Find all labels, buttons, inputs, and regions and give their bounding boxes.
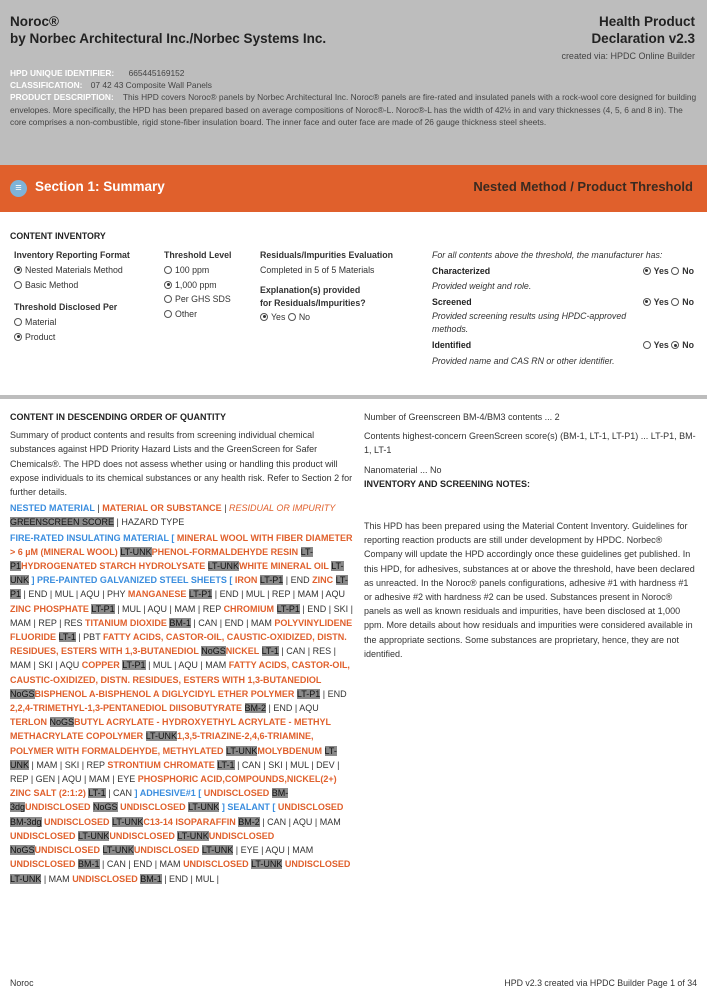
irf-label: Inventory Reporting Format	[14, 250, 130, 260]
tl-label: Threshold Level	[164, 250, 232, 260]
radio-icon	[260, 313, 268, 321]
scr-note-2: methods.	[432, 324, 469, 335]
greenscreen-score: LT-UNK	[102, 845, 134, 856]
radio-basic[interactable]	[14, 278, 164, 293]
manufacturer-name: by Norbec Architectural Inc./Norbec Systems Inc.	[10, 31, 327, 46]
id-label: Identified	[432, 340, 472, 351]
product-title	[10, 13, 326, 47]
section-title: Section 1: Summary	[35, 179, 165, 194]
characterized-row	[432, 264, 694, 280]
hazard-types: | PBT	[75, 632, 104, 643]
greenscreen-score: LT-1	[261, 646, 279, 657]
tdp-label: Threshold Disclosed Per	[14, 302, 118, 313]
substance-name: HYDROGENATED STARCH HYDROLYSATE	[21, 561, 208, 572]
greenscreen-score: LT-P1	[122, 660, 146, 671]
greenscreen-score: BM-2	[238, 816, 260, 827]
greenscreen-score: LT-1	[217, 759, 235, 770]
substance-name: UNDISCLOSED	[117, 802, 189, 813]
footer-left: Noroc	[10, 978, 34, 988]
rie-label: Residuals/Impurities Evaluation	[260, 250, 393, 260]
greenscreen-score: LT-P1	[276, 603, 300, 614]
substance-name: ZINC	[312, 575, 336, 586]
radio-label: 1,000 ppm	[175, 279, 217, 290]
radio-label: No	[298, 311, 311, 322]
legend-hazard: | HAZARD TYPE	[114, 517, 185, 528]
radio-icon[interactable]	[671, 341, 679, 349]
list-icon: ≡	[10, 180, 27, 197]
section-bar	[0, 165, 707, 212]
rie-value: Completed in 5 of 5 Materials	[260, 264, 375, 275]
radio-1000ppm[interactable]	[164, 278, 259, 293]
id-note: Provided name and CAS RN or other identifier.	[432, 355, 615, 366]
substance-name: UNDISCLOSED	[10, 830, 79, 841]
id-radios	[643, 338, 694, 354]
substance-name: IRON	[234, 575, 260, 586]
greenscreen-score: LT-UNK	[145, 731, 178, 742]
hazard-types: | END | AQU	[266, 703, 319, 714]
hazard-types: | END | MUL | AQU | PHY	[21, 589, 128, 600]
substance-name: STRONTIUM CHROMATE	[107, 759, 218, 770]
radio-icon	[164, 266, 172, 274]
substance-name: UNDISCLOSED	[208, 830, 275, 841]
hazard-types: | CAN | END | MAM	[190, 617, 275, 628]
greenscreen-score: BM-1	[78, 859, 100, 870]
content-column	[10, 410, 355, 886]
radio-label: No	[682, 340, 694, 351]
radio-label: Yes	[653, 265, 669, 276]
doc-title-line-1: Health Product	[598, 14, 695, 29]
substance-name: UNDISCLOSED	[109, 830, 178, 841]
created-via: created via: HPDC Online Builder	[561, 51, 695, 61]
legend-nested: NESTED MATERIAL	[10, 503, 95, 514]
notes-title: INVENTORY AND SCREENING NOTES:	[364, 478, 531, 489]
hazard-types: | MUL | AQU | MAM	[145, 660, 229, 671]
nested-material: ] PRE-PAINTED GALVANIZED STEEL SHEETS [	[29, 575, 235, 586]
greenscreen-score: LT-UNK	[188, 802, 220, 813]
page-footer	[10, 978, 697, 988]
highest-concern: Contents highest-concern GreenScreen score(s) (BM-1, LT-1, LT-P1) ... LT-P1, BM-1, LT-1	[364, 431, 696, 456]
class-label: CLASSIFICATION:	[10, 80, 83, 91]
content-list	[10, 531, 355, 886]
legend-material: MATERIAL OR SUBSTANCE	[102, 503, 222, 514]
greenscreen-score: LT-UNK	[201, 845, 234, 856]
hazard-types: | MUL | AQU | MAM | REP	[114, 603, 224, 614]
radio-product[interactable]	[14, 330, 164, 345]
substance-name: CHROMIUM	[223, 603, 277, 614]
hazard-types: | MAM | SKI | REP	[29, 759, 108, 770]
explanation-radios	[260, 310, 425, 325]
greenscreen-score: BM-1	[169, 617, 191, 628]
section-method: Nested Method / Product Threshold	[473, 179, 693, 194]
greenscreen-score: LT-UNK	[251, 859, 283, 870]
scr-radios	[643, 295, 694, 311]
exp-line-2: for Residuals/Impurities?	[260, 297, 366, 308]
substance-name: POLYVINYLIDENE FLUORIDE	[10, 617, 353, 643]
substance-name: MOLYBDENUM	[257, 745, 325, 756]
product-name: Noroc®	[10, 14, 59, 29]
radio-icon	[288, 313, 296, 321]
greenscreen-score: LT-UNK	[226, 745, 258, 756]
substance-name: UNDISCLOSED	[183, 859, 252, 870]
substance-name: WHITE MINERAL OIL	[239, 561, 332, 572]
manufacturer-status-group	[432, 248, 694, 370]
greenscreen-score: LT-UNK	[78, 830, 110, 841]
substance-name: MANGANESE	[127, 589, 189, 600]
substance-name: ZINC PHOSPHATE	[10, 603, 92, 614]
hazard-types: | END	[320, 688, 347, 699]
scr-label: Screened	[432, 296, 472, 307]
substance-name: FATTY ACIDS, CASTOR-OIL, CAUSTIC-OXIDIZED, DISTN. RESIDUES, ESTERS WITH 1,3-BUTANEDIOL	[10, 660, 350, 685]
substance-name: UNDISCLOSED	[10, 859, 79, 870]
reporting-format-group	[14, 248, 164, 345]
greenscreen-score: LT-UNK	[10, 561, 344, 586]
substance-name: COPPER	[81, 660, 123, 671]
desc-value: This HPD covers Noroc® panels by Norbec Architectural Inc. Noroc® panels are fire-rated and insulated panels with a rock-wool core designed for building envelopes. More specifically, the HPD has been prepared based on average compositions of Noroc®-L. Noroc®-L has the width of 42½ in and vary thicknesses (4, 5, 6 and 8 in). The core comprises a non-combustible, rigid stone-fiber insulation board. The inner face and outer face are made of 26 gauge thickness steel sheets.	[10, 92, 697, 127]
legend-sep: |	[94, 503, 103, 514]
identified-row	[432, 338, 694, 354]
hazard-types: | END	[283, 575, 313, 586]
greenscreen-score: NoGS	[93, 802, 118, 813]
residuals-group	[260, 248, 425, 324]
radio-label: No	[682, 265, 694, 276]
greenscreen-score: LT-P1	[296, 688, 321, 699]
greenscreen-score: LT-P1	[259, 575, 284, 586]
greenscreen-score: BM-2	[244, 703, 267, 714]
greenscreen-score: BM-3dg	[10, 816, 42, 827]
content-inventory-title: CONTENT INVENTORY	[10, 231, 106, 241]
greenscreen-score: LT-1	[58, 632, 76, 643]
greenscreen-score: BM-1	[140, 873, 162, 884]
greenscreen-score: LT-UNK	[10, 873, 42, 884]
radio-icon[interactable]	[643, 341, 651, 349]
uid-row	[10, 67, 700, 79]
scr-note-1: Provided screening results using HPDC-approved	[432, 311, 627, 322]
greenscreen-score: BM-3dg	[10, 788, 289, 813]
radio-label: Nested Materials Method	[25, 264, 123, 275]
radio-icon	[164, 281, 172, 289]
radio-icon	[14, 333, 22, 341]
radio-icon	[164, 310, 172, 318]
radio-nested[interactable]	[14, 263, 164, 278]
content-summary: Summary of product contents and results from screening individual chemical substances against HPD Priority Hazard Lists and the GreenScreen for Safer Chemicals®. The HPD does not assess whether using or handling this product will expose individuals to its chemical substances or any health risk. Refer to Section 2 for further details.	[10, 430, 353, 498]
greenscreen-score: NoGS	[49, 717, 75, 728]
radio-other[interactable]	[164, 307, 259, 322]
greenscreen-score: LT-P1	[10, 546, 313, 572]
greenscreen-score: NoGS	[201, 646, 226, 657]
substance-name: UNDISCLOSED	[203, 788, 272, 799]
substance-name: PHOSPHORIC ACID,COMPOUNDS,NICKEL(2+) ZINC SALT (2:1:2)	[10, 774, 337, 799]
hazard-types: | END | MUL |	[161, 873, 219, 884]
greenscreen-score: NoGS	[10, 688, 35, 699]
substance-name: 1,3,5-TRIAZINE-2,4,6-TRIAMINE, POLYMER WITH FORMALDEHYDE, METHYLATED	[10, 731, 314, 756]
content-title: CONTENT IN DESCENDING ORDER OF QUANTITY	[10, 412, 227, 422]
radio-label: Product	[25, 331, 56, 342]
char-radios	[643, 264, 694, 280]
footer-right: HPD v2.3 created via HPDC Builder Page 1 of 34	[504, 978, 697, 988]
radio-label: Yes	[271, 311, 286, 322]
substance-name: C13-14 ISOPARAFFIN	[143, 816, 239, 827]
explanation-label	[260, 284, 425, 310]
legend-residual: RESIDUAL OR IMPURITY	[229, 503, 336, 514]
radio-label: No	[682, 296, 694, 307]
hazard-types: | CAN | AQU | MAM	[259, 816, 341, 827]
nanomaterial: Nanomaterial ... No	[364, 464, 442, 475]
greenscreen-score: LT-UNK	[177, 830, 209, 841]
radio-icon[interactable]	[671, 298, 679, 306]
radio-exp-no[interactable]	[288, 312, 310, 322]
substance-name: PHENOL-FORMALDEHYDE RESIN	[151, 546, 301, 557]
radio-icon[interactable]	[643, 298, 651, 306]
substance-name: UNDISCLOSED	[34, 845, 103, 856]
hazard-types: | CAN | RES | MAM | SKI | AQU	[10, 646, 336, 671]
uid-value: 665445169152	[128, 68, 185, 78]
uid-label: HPD UNIQUE IDENTIFIER:	[10, 68, 115, 78]
substance-name: TERLON	[10, 717, 50, 728]
nested-material: ] ADHESIVE#1 [	[134, 788, 204, 799]
exp-line-1: Explanation(s) provided	[260, 284, 361, 295]
greenscreen-score: LT-1	[88, 788, 106, 799]
radio-icon	[14, 266, 22, 274]
greenscreen-score: LT-UNK	[10, 745, 337, 770]
radio-material[interactable]	[14, 315, 164, 330]
hazard-types: | END | SKI | MAM | REP | RES	[10, 603, 353, 628]
radio-label: Yes	[653, 340, 669, 351]
greenscreen-score: LT-UNK	[207, 561, 240, 572]
hazard-types: | END | MUL | REP | MAM | AQU	[212, 589, 345, 600]
substance-name: MINERAL WOOL WITH FIBER DIAMETER > 6 µM (MINERAL WOOL)	[10, 532, 353, 557]
radio-icon	[14, 281, 22, 289]
greenscreen-score: LT-UNK	[112, 816, 144, 827]
classification-row	[10, 79, 700, 91]
section-divider	[0, 395, 707, 399]
scr-note	[432, 310, 694, 336]
substance-name: UNDISCLOSED	[133, 845, 202, 856]
desc-label: PRODUCT DESCRIPTION:	[10, 92, 114, 103]
substance-name: FATTY ACIDS, CASTOR-OIL, CAUSTIC-OXIDIZED, DISTN. RESIDUES, ESTERS WITH 1,3-BUTANEDIOL	[10, 632, 347, 657]
summary-column	[364, 410, 697, 661]
screened-row	[432, 295, 694, 311]
radio-label: Yes	[653, 296, 669, 307]
hazard-types: | CAN | SKI | MUL | DEV | REP | GEN | AQU | MAM | EYE	[10, 759, 340, 785]
radio-label: Other	[175, 309, 198, 320]
greenscreen-score: NoGS	[10, 845, 35, 856]
char-label: Characterized	[432, 265, 491, 276]
hazard-types: | MAM	[41, 873, 73, 884]
substance-name: TITANIUM DIOXIDE	[85, 617, 170, 628]
radio-icon	[14, 318, 22, 326]
substance-name: UNDISCLOSED	[282, 859, 351, 870]
substance-name: UNDISCLOSED	[25, 802, 94, 813]
greenscreen-score: LT-P1	[188, 589, 213, 600]
hazard-types: | CAN	[105, 788, 135, 799]
greenscreen-score: LT-UNK	[120, 546, 152, 557]
radio-label: Material	[25, 317, 57, 328]
greenscreen-score: LT-P1	[10, 575, 348, 600]
document-header	[0, 0, 707, 165]
doc-title-line-2: Declaration v2.3	[591, 31, 695, 46]
radio-ghs[interactable]	[164, 292, 259, 307]
radio-label: Basic Method	[25, 279, 79, 290]
doc-title	[591, 13, 695, 47]
radio-100ppm[interactable]	[164, 263, 259, 278]
char-note: Provided weight and role.	[432, 281, 532, 292]
substance-name: UNDISCLOSED	[41, 816, 113, 827]
substance-name: UNDISCLOSED	[277, 802, 344, 813]
radio-label: 100 ppm	[175, 264, 210, 275]
description-row	[10, 91, 700, 128]
product-meta	[10, 67, 700, 128]
substance-name: 2,2,4-TRIMETHYL-1,3-PENTANEDIOL DIISOBUTYRATE	[10, 703, 245, 714]
radio-icon[interactable]	[643, 267, 651, 275]
substance-name: BISPHENOL A-BISPHENOL A DIGLYCIDYL ETHER POLYMER	[34, 688, 297, 699]
notes-body: This HPD has been prepared using the Material Content Inventory. Guidelines for reporting reaction products are still under development by HPDC. Norbec® Company will update the HPD accordingly once these guidelines get published. In this HPD, for adhesives, substances at or above the threshold, have been declared as unreacted. In the Noroc® panels configurations, adhesive #1 with hardness #1 or adhesive #2 with hardness #2 can be used. Substances present in Noroc® panels as well as known residuals and impurities, have been disclosed at 1,000 ppm. More details about how residuals and impurities were considered available in the appropriate sections. Some substances are proprietary, hence, they are not identified.	[364, 521, 695, 659]
greenscreen-count: Number of Greenscreen BM-4/BM3 contents ... 2	[364, 412, 560, 422]
substance-name: NICKEL	[225, 646, 262, 657]
status-intro: For all contents above the threshold, the manufacturer has:	[432, 250, 663, 260]
legend-gs-row	[10, 515, 355, 529]
radio-exp-yes[interactable]	[260, 312, 285, 322]
substance-name: UNDISCLOSED	[72, 873, 141, 884]
nested-material: FIRE-RATED INSULATING MATERIAL [	[10, 532, 177, 543]
radio-icon	[164, 295, 172, 303]
hazard-types: | CAN | END | MAM	[99, 859, 184, 870]
substance-name: BUTYL ACRYLATE - HYDROXYETHYL ACRYLATE - METHYL METHACRYLATE COPOLYMER	[10, 717, 331, 742]
legend	[10, 501, 355, 515]
nested-material: ] SEALANT [	[219, 802, 278, 813]
radio-icon[interactable]	[671, 267, 679, 275]
radio-label: Per GHS SDS	[175, 294, 231, 305]
legend-sep: |	[221, 503, 230, 514]
hazard-types: | EYE | AQU | MAM	[233, 845, 314, 856]
class-value: 07 42 43 Composite Wall Panels	[90, 80, 212, 91]
threshold-group	[164, 248, 259, 322]
legend-gs: GREENSCREEN SCORE	[10, 517, 115, 528]
greenscreen-score: LT-P1	[91, 603, 115, 614]
